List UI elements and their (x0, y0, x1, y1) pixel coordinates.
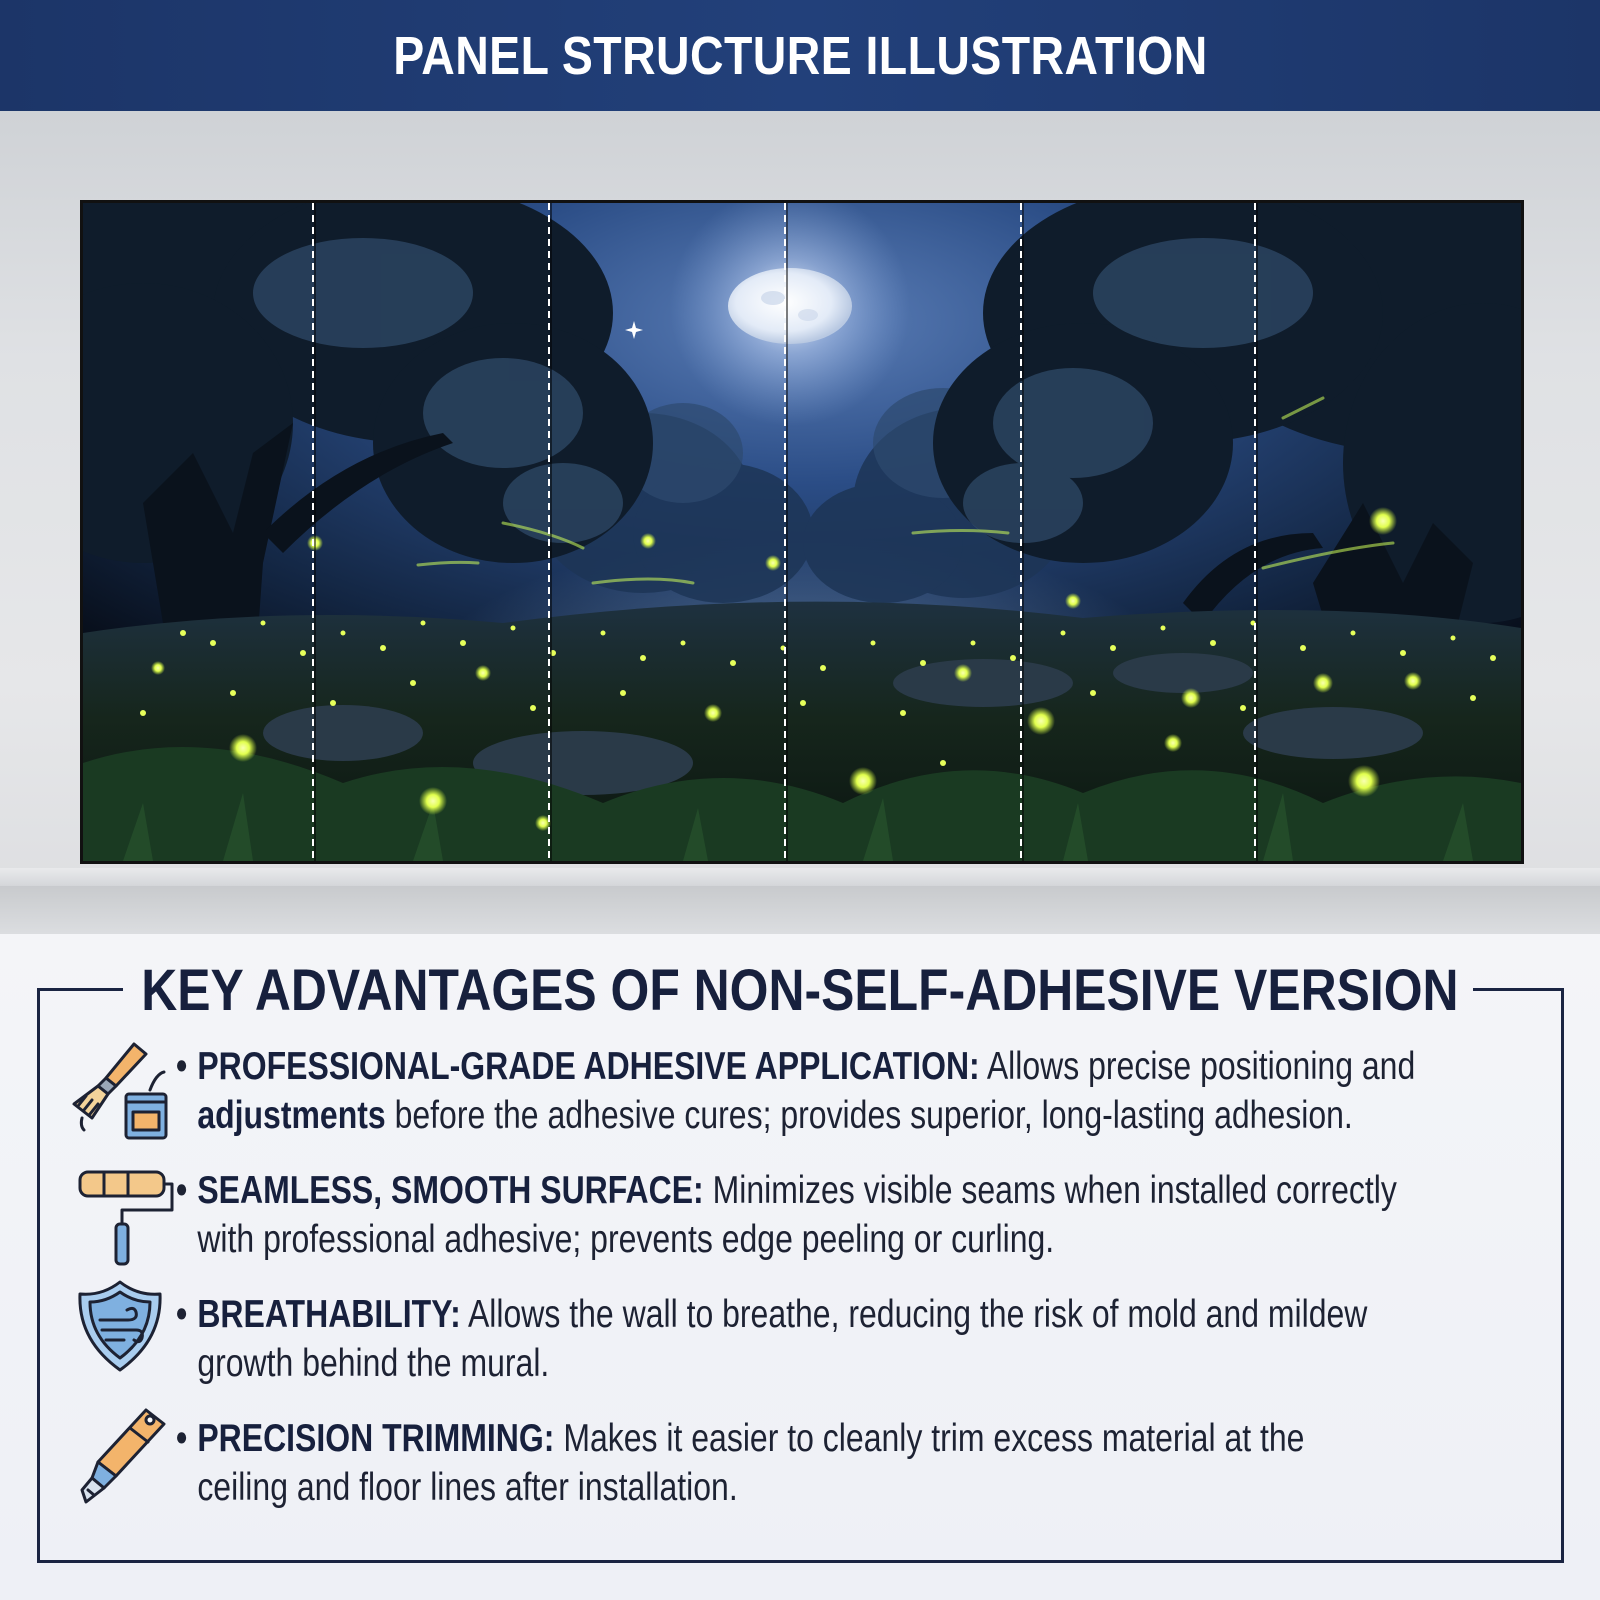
advantage-desc-line1: Allows the wall to breathe, reducing the risk of mold and mildew (460, 1293, 1368, 1336)
advantage-lead: PROFESSIONAL-GRADE ADHESIVE APPLICATION: (197, 1045, 980, 1088)
mural-illustration (80, 200, 1524, 864)
paintbrush-and-paint-can-icon (64, 1034, 176, 1146)
floor (0, 886, 1600, 936)
advantage-desc-line1: Minimizes visible seams when installed correctly (703, 1169, 1397, 1212)
advantages-title: KEY ADVANTAGES OF NON-SELF-ADHESIVE VERSION (141, 957, 1459, 1023)
baseboard (0, 868, 1600, 886)
advantage-desc-line2: ceiling and floor lines after installation. (197, 1466, 738, 1509)
forest-scene (83, 203, 1521, 861)
advantage-text: • BREATHABILITY: Allows the wall to breathe, reducing the risk of mold and mildew growth behind the mural. (176, 1293, 1368, 1385)
advantage-text: • SEAMLESS, SMOOTH SURFACE: Minimizes visible seams when installed correctly with professional adhesive; prevents edge peeling or curling. (176, 1169, 1397, 1261)
advantage-text: • PRECISION TRIMMING: Makes it easier to cleanly trim excess material at the ceiling and floor lines after installation. (176, 1417, 1305, 1509)
advantage-desc-line1: Allows precise positioning and (979, 1045, 1416, 1088)
advantage-lead: BREATHABILITY: (197, 1293, 461, 1336)
advantage-desc-line1: Makes it easier to cleanly trim excess material at the (554, 1417, 1305, 1460)
advantage-desc-line2: before the adhesive cures; provides superior, long-lasting adhesion. (385, 1094, 1353, 1137)
advantage-desc-line2: with professional adhesive; prevents edge peeling or curling. (197, 1218, 1055, 1261)
advantage-lead: SEAMLESS, SMOOTH SURFACE: (197, 1169, 704, 1212)
advantage-text: • PROFESSIONAL-GRADE ADHESIVE APPLICATION: Allows precise positioning and adjustments before the adhesive cures; provides superior, long-lasting adhesion. (176, 1045, 1416, 1137)
shield-airflow-icon (64, 1270, 176, 1382)
page-title: PANEL STRUCTURE ILLUSTRATION (392, 25, 1208, 86)
utility-knife-icon (64, 1398, 176, 1510)
moon (728, 268, 852, 344)
paint-roller-icon (64, 1158, 176, 1270)
advantage-lead: PRECISION TRIMMING: (197, 1417, 555, 1460)
advantages-title-wrap (0, 955, 1600, 1025)
advantage-desc-line2: growth behind the mural. (197, 1342, 550, 1385)
advantage-bold-word: adjustments (197, 1094, 386, 1137)
header-banner (0, 0, 1600, 111)
